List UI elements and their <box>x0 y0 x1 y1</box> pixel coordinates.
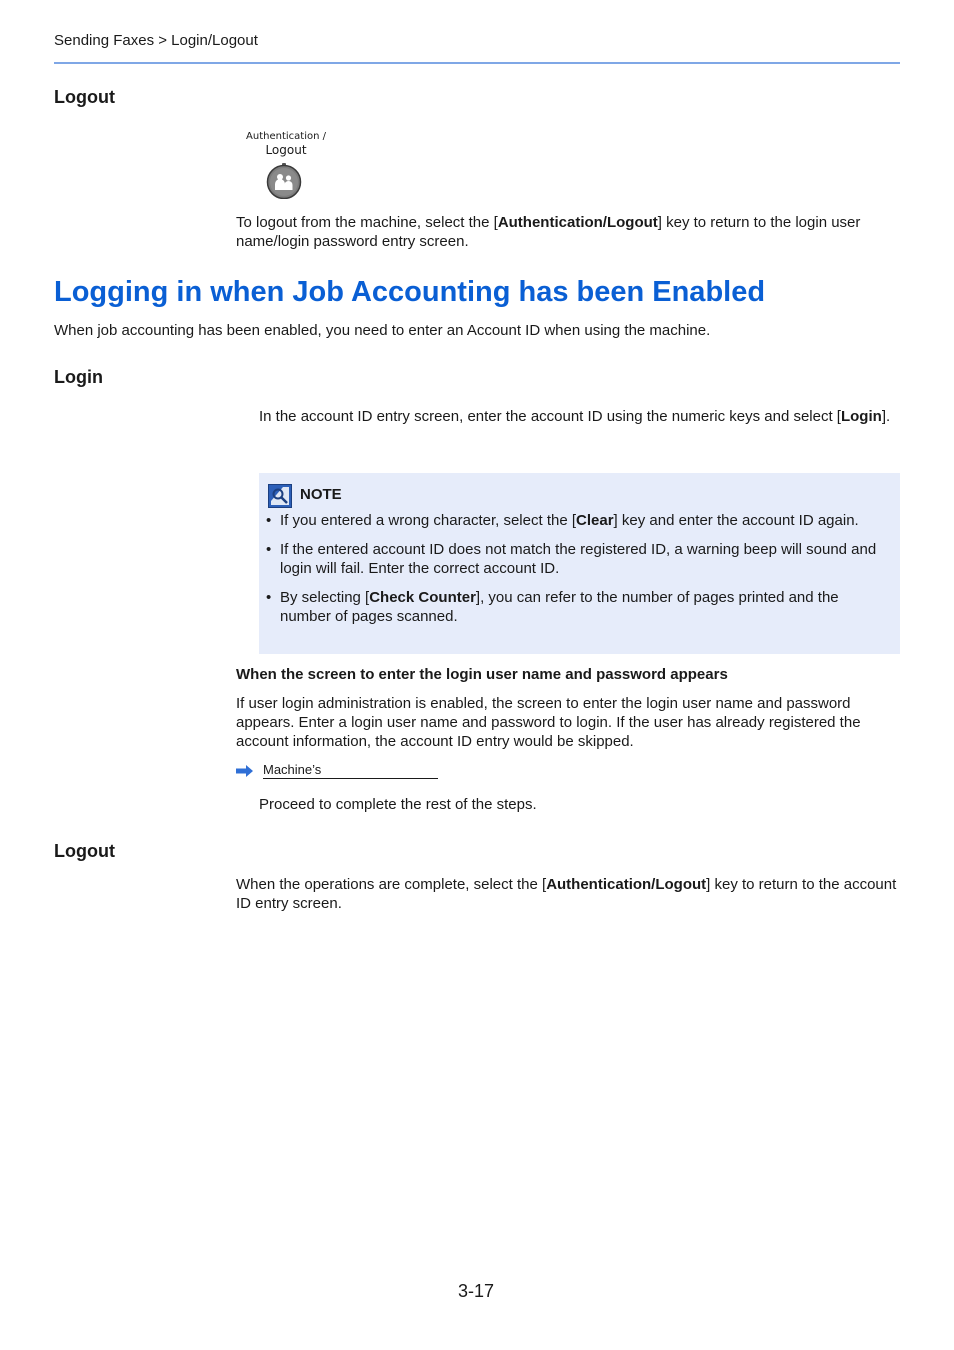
login-text-part1: In the account ID entry screen, enter the account ID using the numeric keys and select [ <box>259 408 841 425</box>
note-list <box>266 511 890 636</box>
note-title: NOTE <box>300 486 342 503</box>
note-item-text: If you entered a wrong character, select the [ <box>280 512 577 529</box>
user-login-subheading: When the screen to enter the login user name and password appears <box>236 666 728 683</box>
logout2-text-part1: When the operations are complete, select the [ <box>236 876 547 893</box>
note-item <box>266 540 890 578</box>
logout-heading-2: Logout <box>54 841 115 861</box>
login-instructions <box>259 407 900 426</box>
logout-instructions <box>236 213 900 251</box>
note-magnifier-icon <box>268 484 292 508</box>
logout-text-part1: To logout from the machine, select the [ <box>236 214 498 231</box>
key-label-line1: Authentication / <box>246 131 326 142</box>
login-heading: Login <box>54 367 103 387</box>
note-item-bold: Clear <box>576 512 614 529</box>
intro-text: When job accounting has been enabled, you need to enter an Account ID when using the machine. <box>54 322 711 339</box>
bullet: • <box>266 589 272 606</box>
user-login-text: If user login administration is enabled, the screen to enter the login user name and password appears. Enter a login user name and password to login. If the user has already registered the account information, the account ID entry would be skipped. <box>236 695 861 750</box>
page-title: Logging in when Job Accounting has been Enabled <box>54 276 766 308</box>
logout-key-name: Authentication/Logout <box>497 214 658 231</box>
note-item <box>266 511 890 530</box>
header-rule <box>54 62 900 64</box>
arrow-right-icon <box>236 765 254 780</box>
authentication-logout-key-icon <box>266 163 302 199</box>
note-item-text: By selecting [ <box>280 589 370 606</box>
breadcrumb: Sending Faxes > Login/Logout <box>54 32 258 49</box>
logout-instructions-2 <box>236 875 900 913</box>
note-item <box>266 588 890 626</box>
note-item-text-end: ], you can refer to the number of pages printed and the number of pages scanned. <box>280 589 839 625</box>
login-text-part2: ]. <box>881 408 891 425</box>
logout-text-part2: ] key to return to the login user name/login password entry screen. <box>236 214 861 250</box>
login-key-name: Login <box>840 408 882 425</box>
reference-link-text[interactable]: Machine’s <box>263 762 438 779</box>
note-item-bold: Check Counter <box>369 589 476 606</box>
page-number: 3-17 <box>458 1281 495 1301</box>
note-item-text-end: ] key and enter the account ID again. <box>613 512 859 529</box>
logout-heading: Logout <box>54 87 115 107</box>
bullet: • <box>266 541 272 558</box>
auth-logout-key-label <box>236 130 336 158</box>
key-label-line2: Logout <box>265 143 307 157</box>
proceed-text: Proceed to complete the rest of the steps. <box>259 796 537 813</box>
bullet: • <box>266 512 272 529</box>
logout2-key-name: Authentication/Logout <box>546 876 707 893</box>
logout2-text-part2: ] key to return to the account ID entry screen. <box>236 876 897 912</box>
note-item-text: If the entered account ID does not match the registered ID, a warning beep will sound and login will fail. Enter the correct account ID. <box>280 541 877 577</box>
